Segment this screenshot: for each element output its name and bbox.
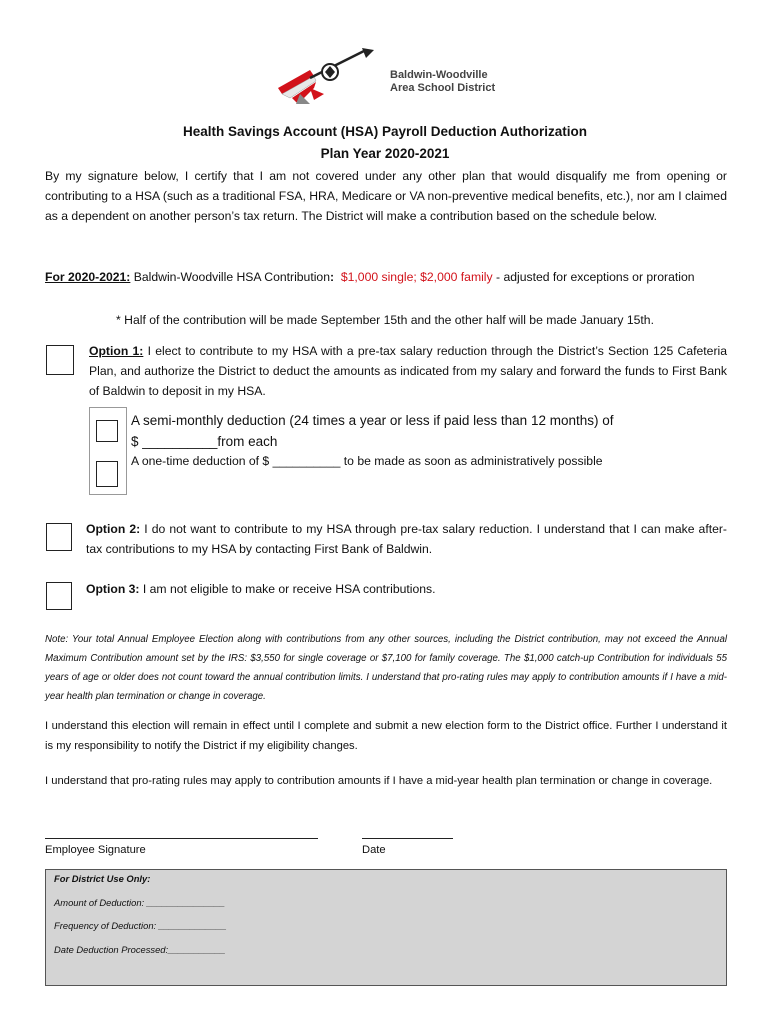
option3-label: Option 3: <box>86 582 140 596</box>
one-time-checkbox[interactable] <box>96 461 118 487</box>
option2-text <box>86 519 727 559</box>
contribution-text: Baldwin-Woodville HSA Contribution <box>130 270 330 284</box>
contribution-text-after: - adjusted for exceptions or proration <box>492 270 695 284</box>
arrow-logo-icon <box>270 48 400 106</box>
option3-text <box>86 579 727 599</box>
semi-monthly-checkbox[interactable] <box>96 420 118 442</box>
plan-year: Plan Year 2020-2021 <box>320 146 450 161</box>
amount-of-deduction: Amount of Deduction: _______________ <box>54 897 225 908</box>
district-use-box <box>45 869 727 986</box>
option1-description: I elect to contribute to my HSA with a pre-tax salary reduction through the District’s Section 125 Cafeteria Plan, and authorize the District to deduct the amounts as indicated from my salary and forward the funds to First Bank of Baldwin to deposit in my HSA. <box>89 344 727 398</box>
option2-checkbox[interactable] <box>46 523 72 551</box>
option3-description: I am not eligible to make or receive HSA contributions. <box>139 582 436 596</box>
district-use-heading: For District Use Only: <box>54 873 151 884</box>
semi-monthly-option <box>131 410 731 452</box>
date-label: Date <box>362 844 386 856</box>
employee-signature-line[interactable] <box>45 838 318 839</box>
prorating-paragraph: I understand that pro-rating rules may apply to contribution amounts if I have a mid-year health plan termination or change in coverage. <box>45 775 713 787</box>
irs-limit-note: Note: Your total Annual Employee Election along with contributions from any other sources, including the District contribution, may not exceed the Annual Maximum Contribution amount set by the IRS: $3,550 for single coverage or $7,100 for family coverage. The $1,000 catch-up Contribution for individuals 55 years of age or older does not count toward the annual contribution limits. I understand that pro-rating rules may apply to contribution amounts if I have a mid-year health plan termination or change in coverage. <box>45 634 727 702</box>
half-contribution-note: * Half of the contribution will be made September 15th and the other half will be made January 15th. <box>116 313 654 327</box>
contribution-colon: : <box>330 270 335 284</box>
date-deduction-processed: Date Deduction Processed:___________ <box>54 944 226 955</box>
contribution-line <box>45 267 727 287</box>
form-title: Health Savings Account (HSA) Payroll Deduction Authorization <box>182 124 588 139</box>
option3-checkbox[interactable] <box>46 582 72 610</box>
semi-monthly-line2: $ __________from each <box>131 434 278 449</box>
intro-paragraph: By my signature below, I certify that I am not covered under any other plan that would disqualify me from opening or contributing to a HSA (such as a traditional FSA, HRA, Medicare or VA non-preventive medical benefits, etc.), nor am I claimed as a dependent on another person’s tax return. The District will make a contribution based on the schedule below. <box>45 169 727 223</box>
district-name-line2: Area School District <box>390 82 496 94</box>
contribution-amounts: $1,000 single; $2,000 family <box>340 270 493 284</box>
district-name <box>390 69 495 95</box>
employee-signature-label: Employee Signature <box>45 844 146 856</box>
contribution-label: For 2020-2021: <box>45 270 131 284</box>
election-effect-paragraph: I understand this election will remain in effect until I complete and submit a new election form to the District office. Further I understand it is my responsibility to notify the District if my eligibility changes. <box>45 720 727 752</box>
one-time-option: A one-time deduction of $ __________ to be made as soon as administratively possible <box>131 454 603 468</box>
option2-description: I do not want to contribute to my HSA through pre-tax salary reduction. I understand that I can make after-tax contributions to my HSA by contacting First Bank of Baldwin. <box>86 522 727 556</box>
option1-label: Option 1: <box>89 344 144 358</box>
option1-checkbox[interactable] <box>46 345 74 375</box>
semi-monthly-line1: A semi-monthly deduction (24 times a year or less if paid less than 12 months) of <box>131 413 614 428</box>
frequency-of-deduction: Frequency of Deduction: _____________ <box>54 920 227 931</box>
option2-label: Option 2: <box>86 522 141 536</box>
district-name-line1: Baldwin-Woodville <box>390 69 488 81</box>
option1-text <box>89 341 727 401</box>
date-line[interactable] <box>362 838 453 839</box>
